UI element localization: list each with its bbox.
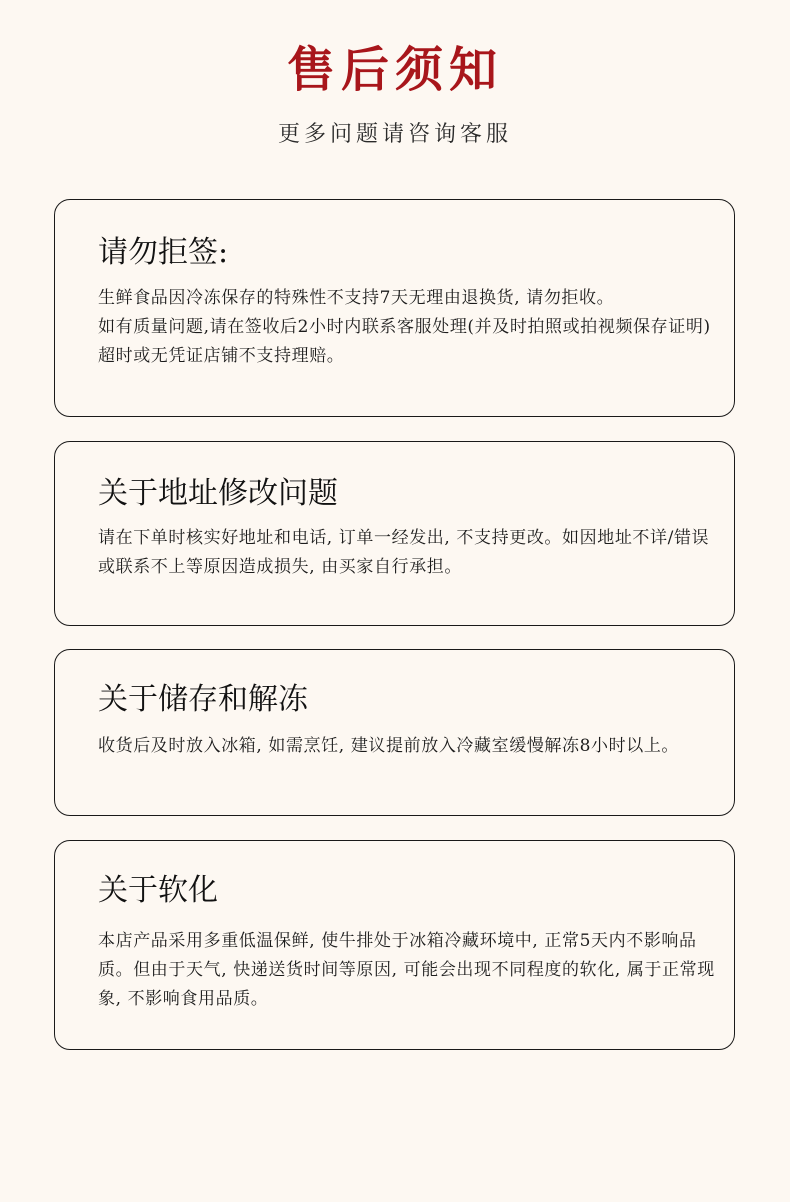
notice-card-refuse-signing xyxy=(54,199,735,417)
card-line: 生鲜食品因冷冻保存的特殊性不支持7天无理由退换货, 请勿拒收。 xyxy=(98,288,615,308)
card-heading: 关于地址修改问题 xyxy=(98,476,338,511)
card-heading: 请勿拒签: xyxy=(98,235,229,270)
card-body xyxy=(98,284,720,371)
card-body xyxy=(98,927,720,1014)
card-body xyxy=(98,732,720,761)
card-heading: 关于储存和解冻 xyxy=(98,682,308,717)
card-body xyxy=(98,524,720,582)
notice-card-softening xyxy=(54,840,735,1050)
card-heading: 关于软化 xyxy=(98,873,218,908)
card-line: 本店产品采用多重低温保鲜, 使牛排处于冰箱冷藏环境中, 正常5天内不影响品质。但由于天气, 快递送货时间等原因, 可能会出现不同程度的软化, 属于正常现象, 不影响食用品质。 xyxy=(98,931,715,1009)
card-line: 如有质量问题,请在签收后2小时内联系客服处理(并及时拍照或拍视频保存证明)超时或无凭证店铺不支持理赔。 xyxy=(98,317,711,366)
notice-card-storage-thawing xyxy=(54,649,735,816)
page-subtitle: 更多问题请咨询客服 xyxy=(277,122,512,147)
card-line: 收货后及时放入冰箱, 如需烹饪, 建议提前放入冷藏室缓慢解冻8小时以上。 xyxy=(98,736,680,756)
notice-card-address-change xyxy=(54,441,735,626)
page-title: 售后须知 xyxy=(286,42,503,98)
card-line: 请在下单时核实好地址和电话, 订单一经发出, 不支持更改。如因地址不详/错误或联系不上等原因造成损失, 由买家自行承担。 xyxy=(98,528,710,577)
